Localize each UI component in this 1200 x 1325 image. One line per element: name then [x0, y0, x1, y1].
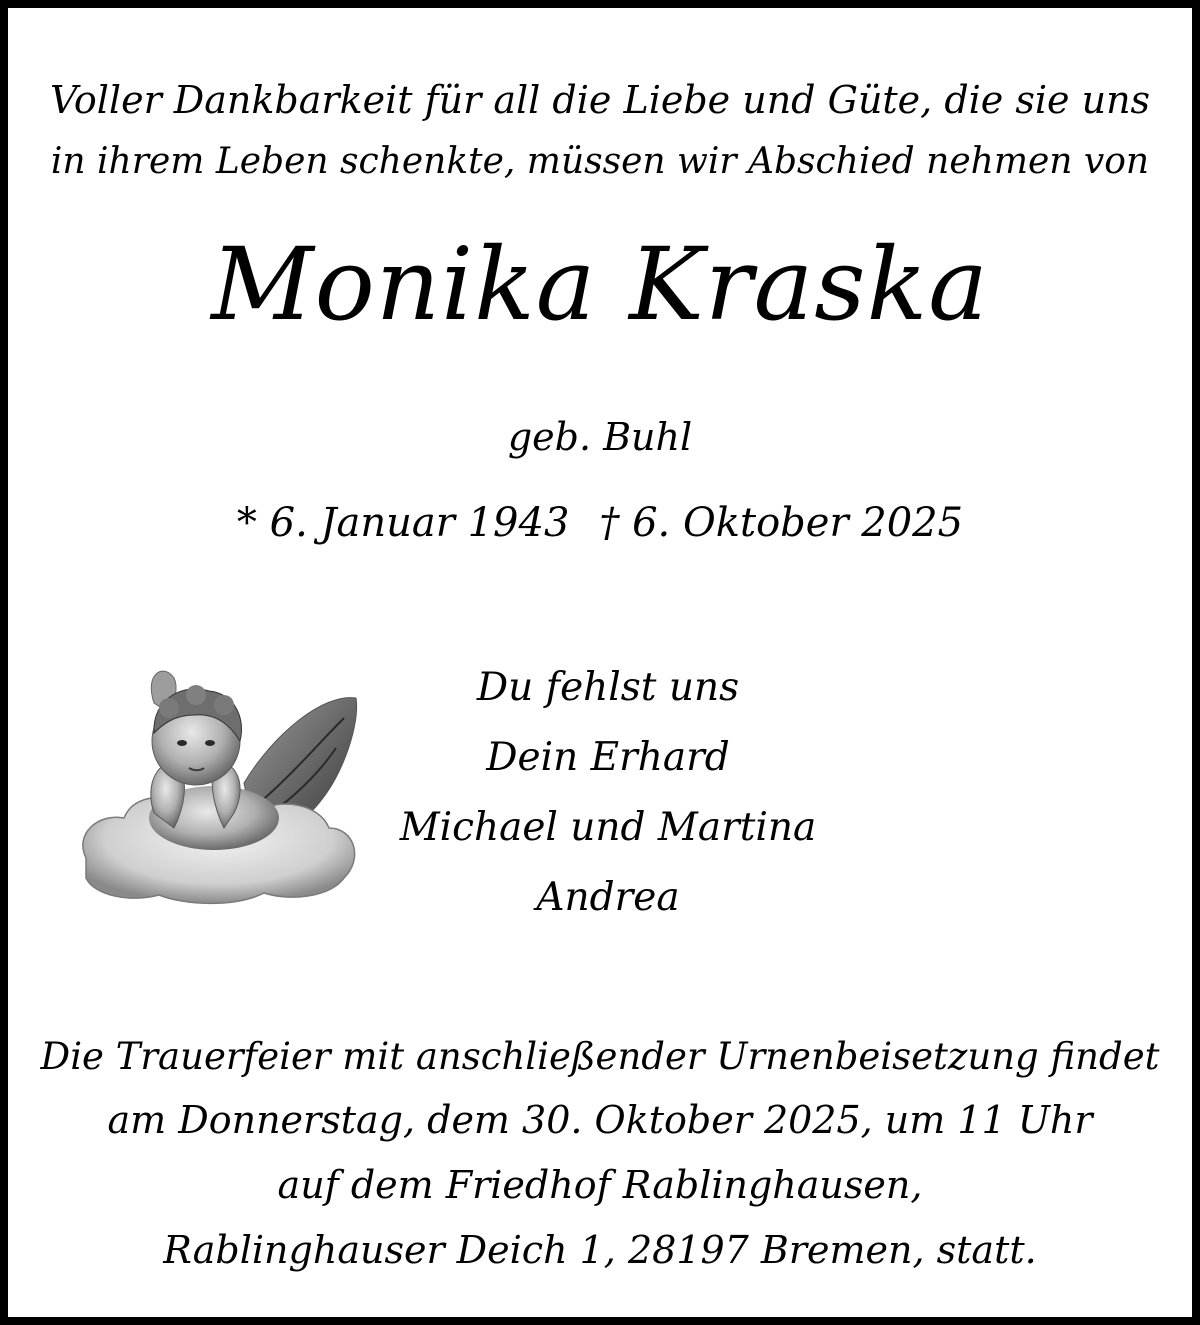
family-line: Andrea: [536, 875, 680, 920]
family-line: Dein Erhard: [486, 735, 730, 780]
deceased-name: Monika Kraska: [211, 226, 989, 343]
ceremony-line: am Donnerstag, dem 30. Oktober 2025, um 11 Uhr: [107, 1098, 1093, 1142]
ceremony-line: Die Trauerfeier mit anschließender Urnenbeisetzung findet: [40, 1035, 1160, 1078]
birth-date: * 6. Januar 1943: [236, 500, 570, 546]
intro-line-2: in ihrem Leben schenkte, müssen wir Abschied nehmen von: [50, 141, 1150, 182]
maiden-name: geb. Buhl: [507, 415, 693, 459]
ceremony-line: auf dem Friedhof Rablinghausen,: [277, 1163, 923, 1207]
life-dates: [8, 500, 1192, 546]
family-line: Du fehlst uns: [476, 665, 740, 710]
family-line: Michael und Martina: [399, 805, 817, 850]
death-date: † 6. Oktober 2025: [599, 500, 964, 546]
intro-line-1: Voller Dankbarkeit für all die Liebe und Güte, die sie uns: [49, 78, 1151, 122]
ceremony-line: Rablinghauser Deich 1, 28197 Bremen, statt.: [163, 1228, 1037, 1272]
